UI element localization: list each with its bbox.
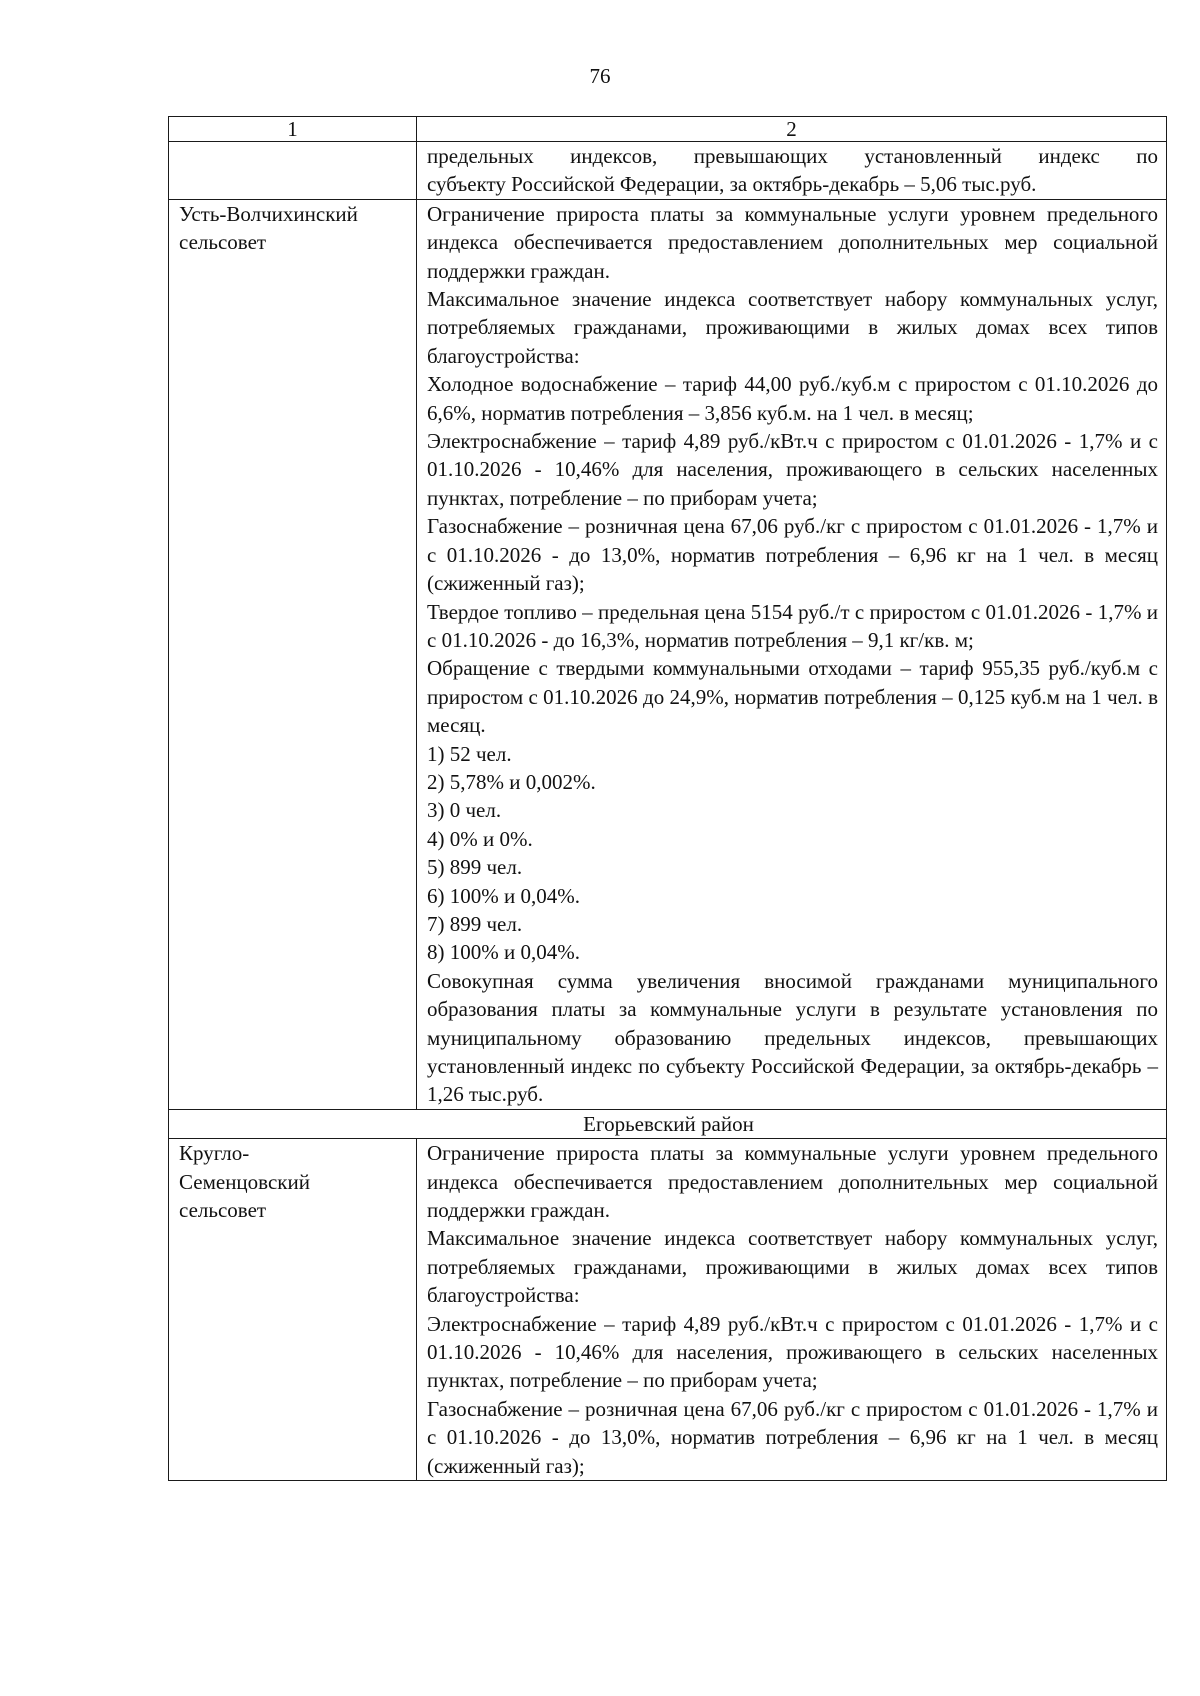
krug-name-cell: [169, 1139, 417, 1481]
paragraph: Ограничение прироста платы за коммунальные услуги уровнем предельного индекса обеспечивается предоставлением дополнительных мер социальной поддержки граждан.: [427, 201, 1158, 283]
municipality-name: Усть-Волчихинский: [179, 201, 358, 226]
list-item: 5) 899 чел.: [427, 855, 523, 880]
list-item: 8) 100% и 0,04%.: [427, 940, 580, 965]
cont-name-cell: [169, 142, 417, 200]
table-header-row: [169, 117, 1167, 142]
page-number: 76: [589, 64, 611, 88]
table-row-ust-volchikha: [169, 199, 1167, 1109]
cont-line: субъекту Российской Федерации, за октябрь-декабрь – 5,06 тыс.руб.: [427, 172, 1037, 197]
header-col-1: 1: [169, 117, 417, 142]
list-item: 6) 100% и 0,04%.: [427, 883, 580, 908]
municipality-type: сельсовет: [179, 230, 267, 255]
region-heading: Егорьевский район: [169, 1109, 1167, 1138]
krug-text-cell: [417, 1139, 1167, 1481]
paragraph: Ограничение прироста платы за коммунальные услуги уровнем предельного индекса обеспечивается предоставлением дополнительных мер социальной поддержки граждан.: [427, 1141, 1158, 1223]
paragraph: Газоснабжение – розничная цена 67,06 руб./кг с приростом с 01.01.2026 - 1,7% и с 01.10.2026 - до 13,0%, норматив потребления – 6,96 кг на 1 чел. в месяц (сжиженный газ);: [427, 514, 1158, 596]
list-item: 4) 0% и 0%.: [427, 826, 533, 851]
cont-text-cell: [417, 142, 1167, 200]
municipality-name-part: Семенцовский: [179, 1169, 310, 1194]
list-item: 7) 899 чел.: [427, 911, 523, 936]
ust-text-cell: [417, 199, 1167, 1109]
paragraph: Газоснабжение – розничная цена 67,06 руб./кг с приростом с 01.01.2026 - 1,7% и с 01.10.2026 - до 13,0%, норматив потребления – 6,96 кг на 1 чел. в месяц (сжиженный газ);: [427, 1396, 1158, 1478]
main-table: [168, 116, 1167, 1481]
paragraph: Электроснабжение – тариф 4,89 руб./кВт.ч с приростом с 01.01.2026 - 1,7% и с 01.10.2026 - 10,46% для населения, проживающего в сельских населенных пунктах, потребление – по приборам учета;: [427, 429, 1158, 510]
paragraph: Твердое топливо – предельная цена 5154 руб./т с приростом с 01.01.2026 - 1,7% и с 01.10.2026 - до 16,3%, норматив потребления – 9,1 кг/кв. м;: [427, 599, 1158, 652]
list-item: 2) 5,78% и 0,002%.: [427, 769, 596, 794]
list-item: 3) 0 чел.: [427, 798, 502, 823]
paragraph: Электроснабжение – тариф 4,89 руб./кВт.ч с приростом с 01.01.2026 - 1,7% и с 01.10.2026 - 10,46% для населения, проживающего в сельских населенных пунктах, потребление – по приборам учета;: [427, 1311, 1158, 1393]
paragraph: Холодное водоснабжение – тариф 44,00 руб./куб.м с приростом с 01.10.2026 до 6,6%, норматив потребления – 3,856 куб.м. на 1 чел. в месяц;: [427, 372, 1158, 425]
ust-name-cell: [169, 199, 417, 1109]
list-item: 1) 52 чел.: [427, 741, 512, 766]
region-row: [169, 1109, 1167, 1138]
table-row-kruglo-semencovsky: [169, 1139, 1167, 1481]
municipality-type: сельсовет: [179, 1198, 267, 1223]
summary-paragraph: Совокупная сумма увеличения вносимой гражданами муниципального образования платы за коммунальные услуги в результате установления по муниципальному образованию предельных индексов, превышающих установленный индекс по субъекту Российской Федерации, за октябрь-декабрь – 1,26 тыс.руб.: [427, 968, 1158, 1107]
municipality-name-part: Кругло-: [179, 1141, 250, 1166]
cont-line: предельных индексов, превышающих установленный индекс по: [427, 144, 1158, 168]
header-col-2: 2: [417, 117, 1167, 142]
paragraph: Максимальное значение индекса соответствует набору коммунальных услуг, потребляемых гражданами, проживающими в жилых домах всех типов благоустройства:: [427, 287, 1158, 368]
paragraph: Максимальное значение индекса соответствует набору коммунальных услуг, потребляемых гражданами, проживающими в жилых домах всех типов благоустройства:: [427, 1226, 1158, 1308]
paragraph: Обращение с твердыми коммунальными отходами – тариф 955,35 руб./куб.м с приростом с 01.10.2026 до 24,9%, норматив потребления – 0,125 куб.м на 1 чел. в месяц.: [427, 656, 1158, 738]
table-row-continuation: [169, 142, 1167, 200]
